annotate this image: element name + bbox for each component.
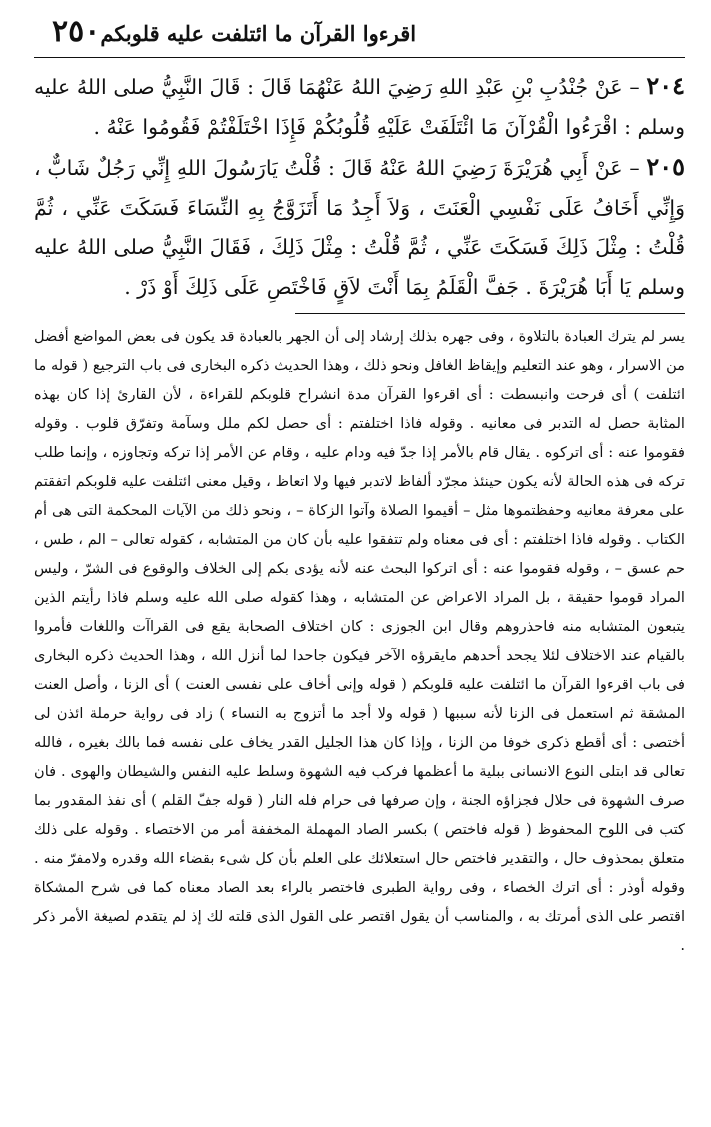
hadith-entry [34, 147, 685, 307]
page-header [34, 14, 685, 58]
page-number: ٢٥٠ [52, 14, 101, 49]
running-title: اقرءوا القرآن ما ائتلفت عليه قلوبكم [100, 21, 417, 46]
hadith-number: ٢٠٥ [646, 152, 685, 181]
hadith-section [34, 66, 685, 307]
commentary-text: يسر لم يترك العبادة بالتلاوة ، وفى جهره بذلك إرشاد إلى أن الجهر بالعبادة قد يكون فى بعض المواضع أفضل من الاسرار ، وهو عند التعليم وإيقاظ الغافل ونحو ذلك ، وهذا الحديث ذكره البخارى فى باب الترجيع ( قوله ما ائتلفت ) أى فرحت وانبسطت : أى اقرءوا القرآن مدة انشراح قلوبكم للقراءة ، لأن القارئ إذا كان بهذه المثابة حصل له التدبر فى معانيه . وقوله فاذا اختلفتم : أى حصل لكم ملل وسآمة وتفرّق قلوب . وقوله فقوموا عنه : أى اتركوه . يقال قام بالأمر إذا جدّ فيه ودام عليه ، وقام عن الأمر إذا تركه وتجاوزه ، وإنما طلب تركه فى هذه الحالة لأنه يكون حينئذ مجرّد ألفاظ لاتدبر فيها ولا اتعاظ ، وقيل معنى ائتلفت عليه قلوبكم اتفقتم على معرفة معانيه وحفظتموها مثل – أقيموا الصلاة وآتوا الزكاة – ، ونحو ذلك من الآيات المحكمة التى هى أم الكتاب . وقوله فاذا اختلفتم : أى فى معناه ولم تتفقوا عليه بأن كان من المتشابه ، كقوله تعالى – الم ، طس ، حم عسق – ، وقوله فقوموا عنه : أى اتركوا البحث عنه لأنه يؤدى بكم إلى الخلاف والوقوع فى الشرّ ، وليس المراد قوموا حقيقة ، بل المراد الاعراض عن المتشابه ، وهذا كقوله صلى الله عليه وسلم فاذا رأيتم الذين يتبعون المتشابه منه فاحذروهم وقال ابن الجوزى : كان اختلاف الصحابة يقع فى القراآت واللغات فأمروا بالقيام عند الاختلاف لئلا يجحد أحدهم مايقرؤه الآخر فيكون جاحدا لما أنزل الله ، وهذا الحديث ذكره البخارى فى باب اقرءوا القرآن ما ائتلفت عليه قلوبكم ( قوله وإنى أخاف على نفسى العنت ) أى الزنا ، وأصل العنت المشقة ثم استعمل فى الزنا لأنه سببها ( قوله ولا أجد ما أتزوج به النساء ) زاد فى رواية حرملة ائذن لى أختصى : أى أقطع ذكرى خوفا من الزنا ، وإذا كان هذا الجليل القدر يخاف على نفسه فما بالك بغيره ، فالله تعالى قد ابتلى النوع الانسانى ببلية ما أعظمها فركب فيه الشهوة وسلط عليه النفس والشيطان والهوى . فان صرف الشهوة فى حلال فجزاؤه الجنة ، وإن صرفها فى حرام فله النار ( قوله جفّ القلم ) أى نفذ المقدور بما كتب فى اللوح المحفوظ ( قوله فاختص ) بكسر الصاد المهملة المخففة أمر من الاختصاء . وقوله على ذلك متعلق بمحذوف حال ، والتقدير فاختص حال استعلائك على العلم بأن كل شىء بقضاء الله وقدره ولامفرّ منه . وقوله أوذر : أى اترك الخصاء ، وفى رواية الطبرى فاختصر بالراء بعد الصاد معناه كما فى شرح المشكاة اقتصر على الذى أمرتك به ، والمناسب أن يقول اقتصر على القول الذى قلته لك إذ لم يتقدم لصيغة الأمر ذكر . [34, 328, 685, 954]
hadith-text: – عَنْ أَبِي هُرَيْرَةَ رَضِيَ اللهُ عَنْهُ قَالَ : قُلْتُ يَارَسُولَ اللهِ إِنِّي رَجُلٌ شَابٌّ ، وَإِنِّي أَخَافُ عَلَى نَفْسِي الْعَنَتَ ، وَلاَ أَجِدُ مَا أَتَزَوَّجُ بِهِ النِّسَاءَ فَسَكَتَ عَنِّي ، ثُمَّ قُلْتُ : مِثْلَ ذَلِكَ فَسَكَتَ عَنِّي ، ثُمَّ قُلْتُ : مِثْلَ ذَلِكَ ، فَقَالَ النَّبِيُّ صلى اللهُ عليه وسلم يَا أَبَا هُرَيْرَةَ . جَفَّ الْقَلَمُ بِمَا أَنْتَ لاَقٍ فَاخْتَصِ عَلَى ذَلِكَ أَوْ ذَرْ . [34, 156, 685, 299]
hadith-number: ٢٠٤ [646, 71, 685, 100]
commentary-section [34, 322, 685, 960]
hadith-entry [34, 66, 685, 147]
section-divider [295, 313, 685, 314]
hadith-text: – عَنْ جُنْدُبِ بْنِ عَبْدِ اللهِ رَضِيَ اللهُ عَنْهُمَا قَالَ : قَالَ النَّبِيُّ صلى اللهُ عليه وسلم : اقْرَءُوا الْقُرْآنَ مَا ائْتَلَفَتْ عَلَيْهِ قُلُوبُكُمْ فَإِذَا اخْتَلَفْتُمْ فَقُومُوا عَنْهُ . [34, 75, 685, 139]
